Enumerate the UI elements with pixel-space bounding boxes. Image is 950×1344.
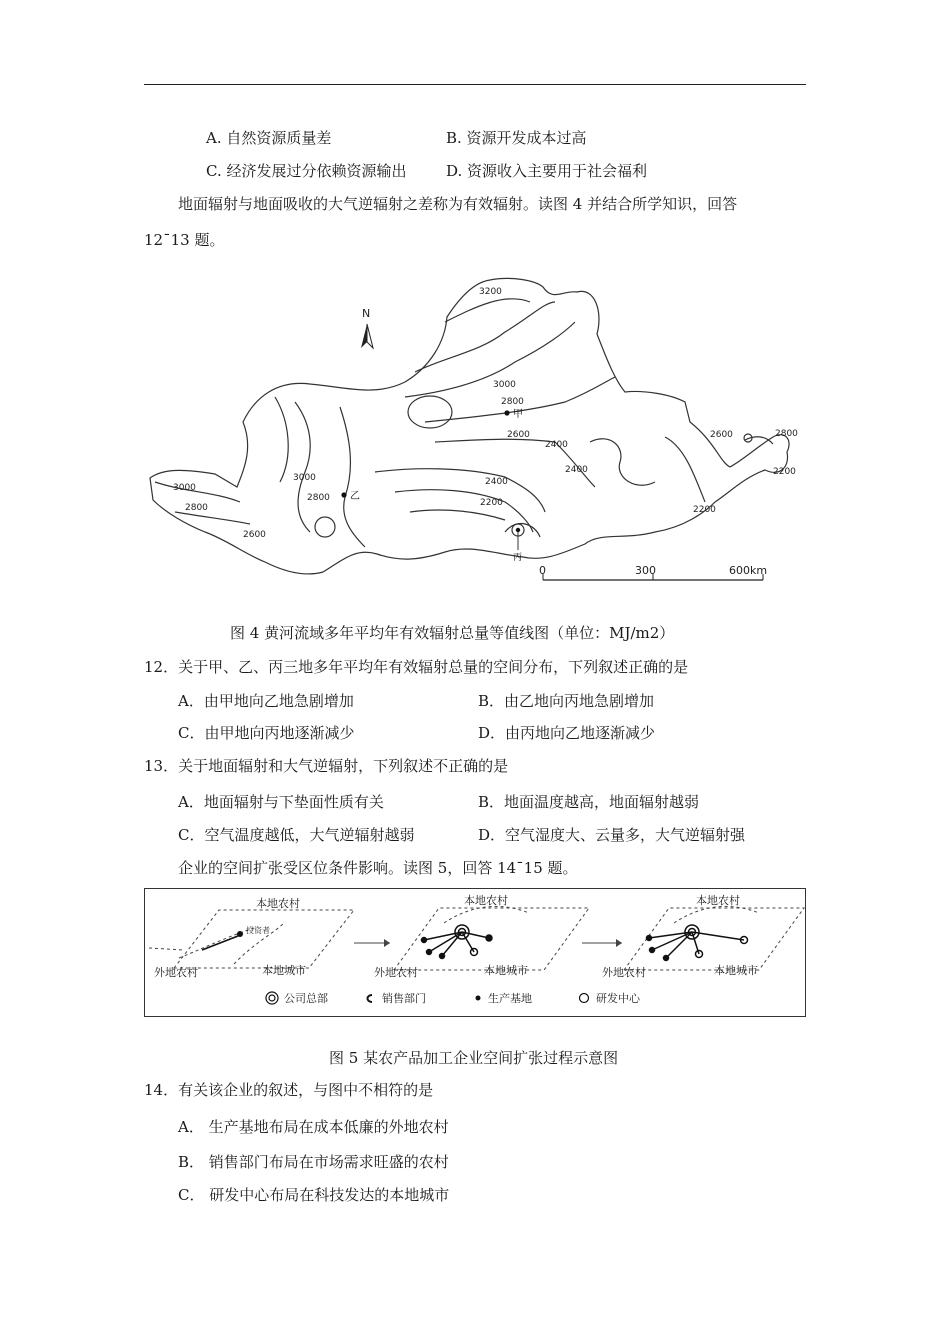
figure4-caption: 图 4 黄河流域多年平均年有效辐射总量等值线图（单位：MJ/m2） (230, 624, 675, 642)
q11-option-d: D. 资源收入主要用于社会福利 (446, 162, 648, 180)
contour-label: 2600 (710, 430, 733, 440)
panel1-top: 本地农村 (256, 897, 300, 910)
north-label: N (362, 307, 371, 320)
contour-label: 2800 (501, 397, 524, 407)
contour-label: 2200 (693, 505, 716, 515)
intro-radiation-line2: 12¯13 题。 (144, 231, 225, 249)
q11-option-a: A. 自然资源质量差 (206, 129, 332, 147)
q14-stem: 14．有关该企业的叙述，与图中不相符的是 (144, 1081, 434, 1099)
rd-icon (580, 994, 589, 1003)
legend-hq: 公司总部 (284, 992, 328, 1005)
contour-label: 2600 (507, 430, 530, 440)
contour-label: 3000 (173, 483, 196, 493)
place-jia-dot (504, 410, 509, 415)
panel1-investor: 投资者 (246, 926, 270, 935)
q11-option-b: B. 资源开发成本过高 (446, 129, 587, 147)
q13-option-b: B．地面温度越高，地面辐射越弱 (478, 793, 700, 811)
header-rule (144, 84, 806, 85)
contour-label: 2800 (775, 429, 798, 439)
panel2-top: 本地农村 (464, 894, 508, 907)
production-icon (476, 996, 481, 1001)
q13-stem: 13．关于地面辐射和大气逆辐射，下列叙述不正确的是 (144, 757, 509, 775)
scale-0: 0 (539, 564, 546, 577)
contour-label: 2200 (773, 467, 796, 477)
legend-sales: 销售部门 (382, 992, 426, 1005)
contour-label: 3000 (493, 380, 516, 390)
sales-icon (368, 995, 373, 1002)
legend-production: 生产基地 (488, 992, 532, 1005)
intro-enterprise: 企业的空间扩张受区位条件影响。读图 5，回答 14¯15 题。 (178, 859, 578, 877)
panel-1 (149, 910, 354, 968)
contour-label: 3000 (293, 473, 316, 483)
place-bing-dot (516, 528, 520, 532)
q12-option-b: B．由乙地向丙地急剧增加 (478, 692, 655, 710)
contour-label: 2400 (545, 440, 568, 450)
q13-option-a: A．地面辐射与下垫面性质有关 (178, 793, 384, 811)
q14-option-a: A． 生产基地布局在成本低廉的外地农村 (178, 1118, 449, 1136)
panel1-right: 本地城市 (262, 964, 306, 977)
panel3-right: 本地城市 (714, 964, 758, 977)
q11-option-c: C. 经济发展过分依赖资源输出 (206, 162, 407, 180)
place-yi-label: 乙 (350, 491, 360, 502)
q14-option-b: B． 销售部门布局在市场需求旺盛的农村 (178, 1153, 449, 1171)
intro-radiation-line1: 地面辐射与地面吸收的大气逆辐射之差称为有效辐射。读图 4 并结合所学知识，回答 (178, 195, 738, 213)
q12-option-c: C．由甲地向丙地逐渐减少 (178, 724, 355, 742)
figure4-map (145, 262, 800, 602)
panel2-left: 外地农村 (374, 966, 418, 979)
panel2-network (422, 925, 493, 959)
scale-300: 300 (635, 564, 656, 577)
panel3-left: 外地农村 (602, 966, 646, 979)
contour-label: 3200 (479, 287, 502, 297)
q12-stem: 12．关于甲、乙、丙三地多年平均年有效辐射总量的空间分布，下列叙述正确的是 (144, 658, 689, 676)
legend-rd: 研发中心 (596, 992, 640, 1005)
figure5-diagram (144, 888, 806, 1018)
place-yi-dot (341, 492, 346, 497)
contour-label: 2800 (307, 493, 330, 503)
contour-label: 2800 (185, 503, 208, 513)
panel3-top: 本地农村 (696, 894, 740, 907)
place-bing-label: 丙 (513, 553, 523, 563)
q14-option-c: C． 研发中心布局在科技发达的本地城市 (178, 1186, 450, 1204)
panel2-right: 本地城市 (484, 964, 528, 977)
panel3-network (647, 925, 748, 961)
q12-option-d: D．由丙地向乙地逐渐减少 (478, 724, 656, 742)
panel1-left: 外地农村 (154, 966, 198, 979)
q12-option-a: A．由甲地向乙地急剧增加 (178, 692, 354, 710)
figure5-caption: 图 5 某农产品加工企业空间扩张过程示意图 (329, 1049, 619, 1067)
q13-option-c: C．空气温度越低，大气逆辐射越弱 (178, 826, 415, 844)
q13-option-d: D．空气湿度大、云量多，大气逆辐射强 (478, 826, 746, 844)
contour-label: 2400 (565, 465, 588, 475)
scale-bar (539, 564, 767, 580)
contour-label: 2400 (485, 477, 508, 487)
figure5-legend (266, 991, 641, 1005)
contour-label: 2600 (243, 530, 266, 540)
scale-600: 600km (729, 564, 768, 577)
contour-label: 2200 (480, 498, 503, 508)
north-arrow (361, 307, 373, 348)
hq-icon (266, 992, 278, 1004)
place-jia-label: 甲 (513, 409, 523, 420)
